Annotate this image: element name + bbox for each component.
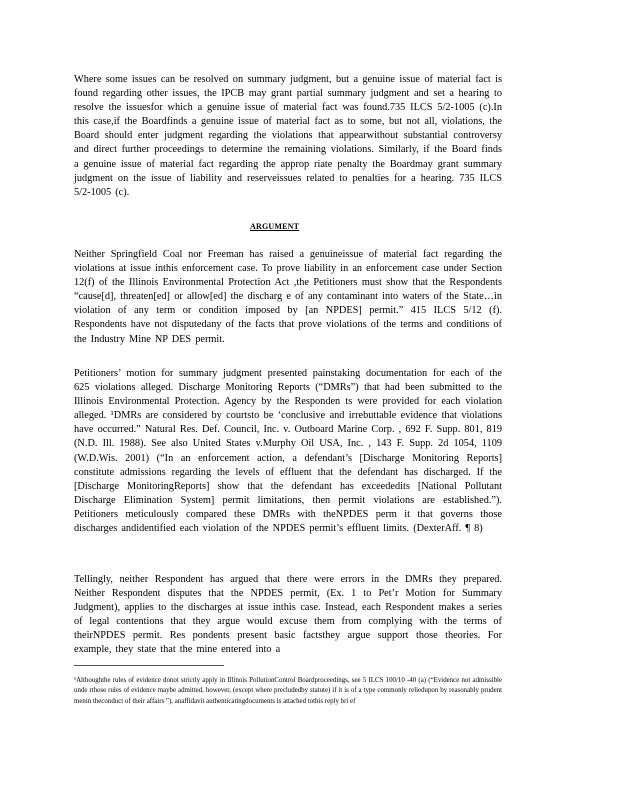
footnote-divider — [74, 665, 224, 666]
section-heading-argument: ARGUMENT — [250, 222, 300, 231]
paragraph-summary-judgment: Where some issues can be resolved on summary judgment, but a genuine issue of material fact is found regarding other issues, the IPCB may grant partial summary judgment and set a hearing to resolve the issuesfor which a genuine issue of material fact was found.735 ILCS 5/2-1005 (c).In this case,if the Boardfinds a genuine issue of material fact as to some, but not all, violations, the Board should enter judgment regarding the violations that appearwithout substantial controversy and direct further proceedings to determine the remaining violations. Similarly, if the Board finds a genuine issue of material fact regarding the approp riate penalty the Boardmay grant summary judgment on the issue of liability and reserveissues related to penalties for a hearing. 735 ILCS 5/2-1005 (c). — [74, 74, 502, 198]
paragraph-dmr-documentation: Petitioners’ motion for summary judgment presented painstaking documentation for each of the 625 violations alleged. Discharge Monitoring Reports (“DMRs”) that had been submitted to the Illinois Environmental Protection. Agency by the Responden ts were provided for each violation alleged. ¹DMRs are considered by courtsto be ‘conclusive and irrebuttable evidence that violations have occurred.” Natural Res. Def. Council, Inc. v. Outboard Marine Corp. , 692 F. Supp. 801, 819 (N.D. Ill. 1988). See also United States v.Murphy Oil USA, Inc. , 143 F. Supp. 2d 1054, 1109 (W.D.Wis. 2001) (“In an enforcement action, a defendant’s [Discharge Monitoring Reports] constitute admissions regarding the levels of effluent that the defendant has discharged. If the [Discharge MonitoringReports] show that the defendant has exceededits [National Pollutant Discharge Elimination System] permit limitations, then permit violations are established.”). Petitioners meticulously compared these DMRs with theNPDES perm it that governs those discharges andidentified each violation of the NPDES permit’s effluent limits. (DexterAff. ¶ 8) — [74, 368, 502, 535]
footnote-1: ¹Althoughthe rules of evidence donot strictly apply in Illinois PollutionControl Boardproceedings, see 5 ILCS 100/10 -40 (a) (“Evidence not admissible unde rthose rules of evidence maybe admitted, however, (except where precludedby statute) if it is of a type commonly reliedupon by reasonably prudent menin theconduct of their affairs ”), anaffidavit authenticatingdocuments is attached tothis reply bri ef — [74, 677, 502, 705]
paragraph-no-errors-argued: Tellingly, neither Respondent has argued that there were errors in the DMRs they prepared. Neither Respondent disputes that the NPDES permit, (Ex. 1 to Pet’r Motion for Summary Judgment), applies to the discharges at issue inthis case. Instead, each Respondent makes a series of legal contentions that they argue would excuse them from complying with the terms of theirNPDES permit. Res pondents present basic factsthey argue support those theories. For example, they state that the mine entered into a — [74, 574, 502, 656]
paragraph-no-genuine-issue: Neither Springfield Coal nor Freeman has raised a genuineissue of material fact regarding the violations at issue inthis enforcement case. To prove liability in an enforcement case under Section 12(f) of the Illinois Environmental Protection Act ,the Petitioners must show that the Respondents “cause[d], threaten[ed] or allow[ed] the discharg e of any contaminant into waters of the State…in violation of any term or condition imposed by [an NPDES] permit.” 415 ILCS 5/12 (f). Respondents have not disputedany of the facts that prove violations of the terms and conditions of the Industry Mine NP DES permit. — [74, 249, 502, 345]
